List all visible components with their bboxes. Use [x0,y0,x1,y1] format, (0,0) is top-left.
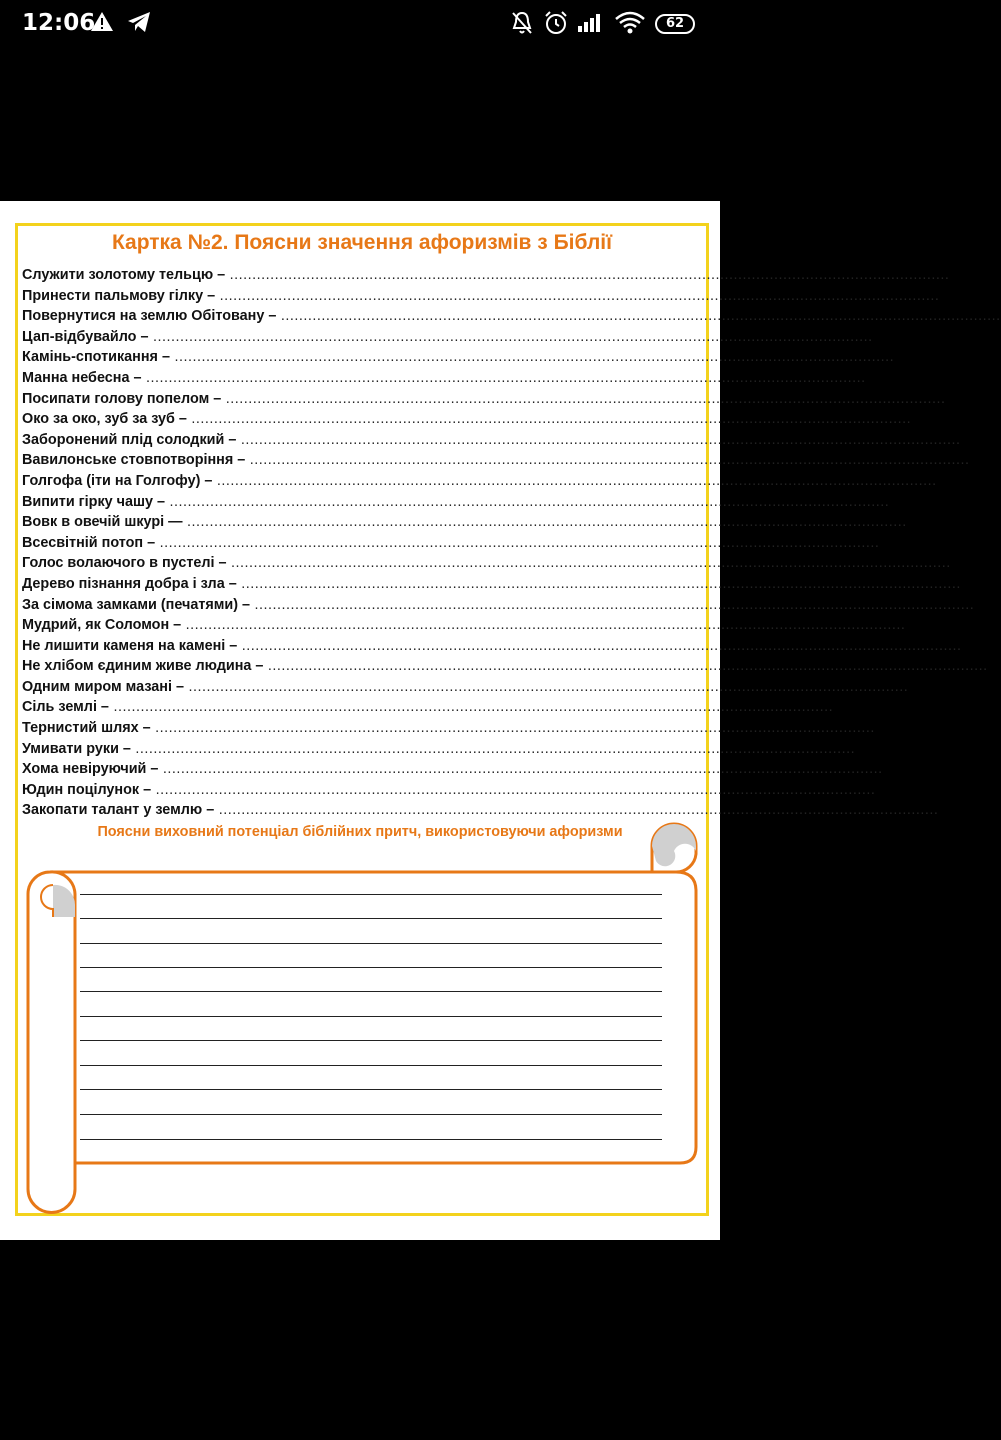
answer-dots[interactable]: ................................................................................................................................................................ [169,349,895,366]
answer-line[interactable] [80,894,662,895]
status-bar [0,0,720,50]
answer-line[interactable] [80,918,662,919]
answer-dots[interactable]: ................................................................................................................................................................ [165,493,890,510]
aphorism-text: Юдин поцілунок – [22,781,152,798]
answer-dots[interactable]: ................................................................................................................................................................ [130,740,856,757]
card-subtitle: Поясни виховний потенціал біблійних притч, використовуючи афоризми [97,824,623,840]
aphorism-text: Мудрий, як Соломон – [22,617,182,634]
answer-dots[interactable]: ................................................................................................................................................................ [225,267,950,283]
card-title: Картка №2. Поясни значення афоризмів з Біблії [111,231,613,254]
aphorism-text: Вовк в овечій шкурі — [22,514,183,531]
aphorism-text: Випити гірку чашу – [22,493,166,510]
answer-dots[interactable]: ................................................................................................................................................................ [250,596,975,613]
answer-dots[interactable]: ................................................................................................................................................................ [237,637,962,654]
answer-dots[interactable]: ................................................................................................................................................................ [148,328,873,345]
telegram-icon [126,10,152,34]
answer-dots[interactable]: ................................................................................................................................................................ [276,308,1001,325]
answer-dots[interactable]: ................................................................................................................................................................ [182,514,907,531]
answer-dots[interactable]: ................................................................................................................................................................ [155,534,880,551]
aphorism-text: Вавилонське стовпотворіння – [22,452,246,469]
answer-line[interactable] [80,943,662,944]
answer-dots[interactable]: ................................................................................................................................................................ [215,287,940,304]
aphorism-text: Цап-відбувайло – [22,328,149,345]
answer-dots[interactable]: ................................................................................................................................................................ [245,452,970,469]
answer-line[interactable] [80,1114,662,1115]
aphorism-text: Око за око, зуб за зуб – [22,411,187,428]
aphorism-text: Голгофа (іти на Голгофу) – [22,472,213,489]
signal-icon [576,10,604,34]
answer-dots[interactable]: ................................................................................................................................................................ [150,720,875,737]
aphorism-text: Дерево пізнання добра і зла – [22,575,237,592]
aphorism-text: Заборонений плід солодкий – [22,431,237,448]
answer-dots[interactable]: ................................................................................................................................................................ [186,411,912,428]
answer-dots[interactable]: ................................................................................................................................................................ [214,802,939,819]
aphorism-text: Тернистий шлях – [22,720,151,737]
aphorism-text: За сімома замками (печатями) – [22,596,251,613]
aphorism-text: Посипати голову попелом – [22,390,222,407]
aphorism-text: Всесвітній потоп – [22,534,156,551]
answer-dots[interactable]: ................................................................................................................................................................ [236,431,961,448]
status-time: 12:06 [22,10,96,36]
answer-line[interactable] [80,1139,662,1140]
answer-line[interactable] [80,1040,662,1041]
answer-dots[interactable]: ................................................................................................................................................................ [183,678,909,695]
scroll-illustration [0,201,720,1240]
aphorism-text: Закопати талант у землю – [22,802,215,819]
bell-off-icon [510,10,534,36]
answer-line[interactable] [80,1089,662,1090]
answer-dots[interactable]: ................................................................................................................................................................ [108,699,834,716]
answer-dots[interactable]: ................................................................................................................................................................ [263,658,988,675]
aphorism-text: Служити золотому тельцю – [22,267,226,283]
answer-dots[interactable]: ................................................................................................................................................................ [181,617,906,634]
answer-dots[interactable]: ................................................................................................................................................................ [221,390,946,407]
answer-dots[interactable]: ................................................................................................................................................................ [158,761,883,778]
aphorism-text: Манна небесна – [22,369,142,386]
answer-dots[interactable]: ................................................................................................................................................................ [141,369,866,386]
answer-dots[interactable]: ................................................................................................................................................................ [226,555,951,572]
aphorism-text: Камінь-спотикання – [22,349,170,366]
aphorism-text: Хома невіруючий – [22,761,159,778]
worksheet-image [0,201,1001,1240]
warning-icon [90,10,114,34]
alarm-icon [543,10,569,36]
answer-line[interactable] [80,967,662,968]
aphorism-text: Не лишити каменя на камені – [22,637,238,654]
answer-dots[interactable]: ................................................................................................................................................................ [151,781,876,798]
aphorism-text: Принести пальмову гілку – [22,287,216,304]
aphorism-text: Не хлібом єдиним живе людина – [22,658,264,675]
aphorism-text: Голос волаючого в пустелі – [22,555,227,572]
answer-dots[interactable]: ................................................................................................................................................................ [212,472,937,489]
answer-line[interactable] [80,1065,662,1066]
answer-dots[interactable]: ................................................................................................................................................................ [236,575,961,592]
wifi-icon [614,10,646,36]
aphorism-text: Одним миром мазані – [22,678,184,695]
battery-icon: 62 [655,14,695,34]
aphorism-text: Сіль землі – [22,699,109,716]
answer-line[interactable] [80,991,662,992]
aphorism-text: Повернутися на землю Обітовану – [22,308,277,325]
aphorism-text: Умивати руки – [22,740,131,757]
answer-line[interactable] [80,1016,662,1017]
